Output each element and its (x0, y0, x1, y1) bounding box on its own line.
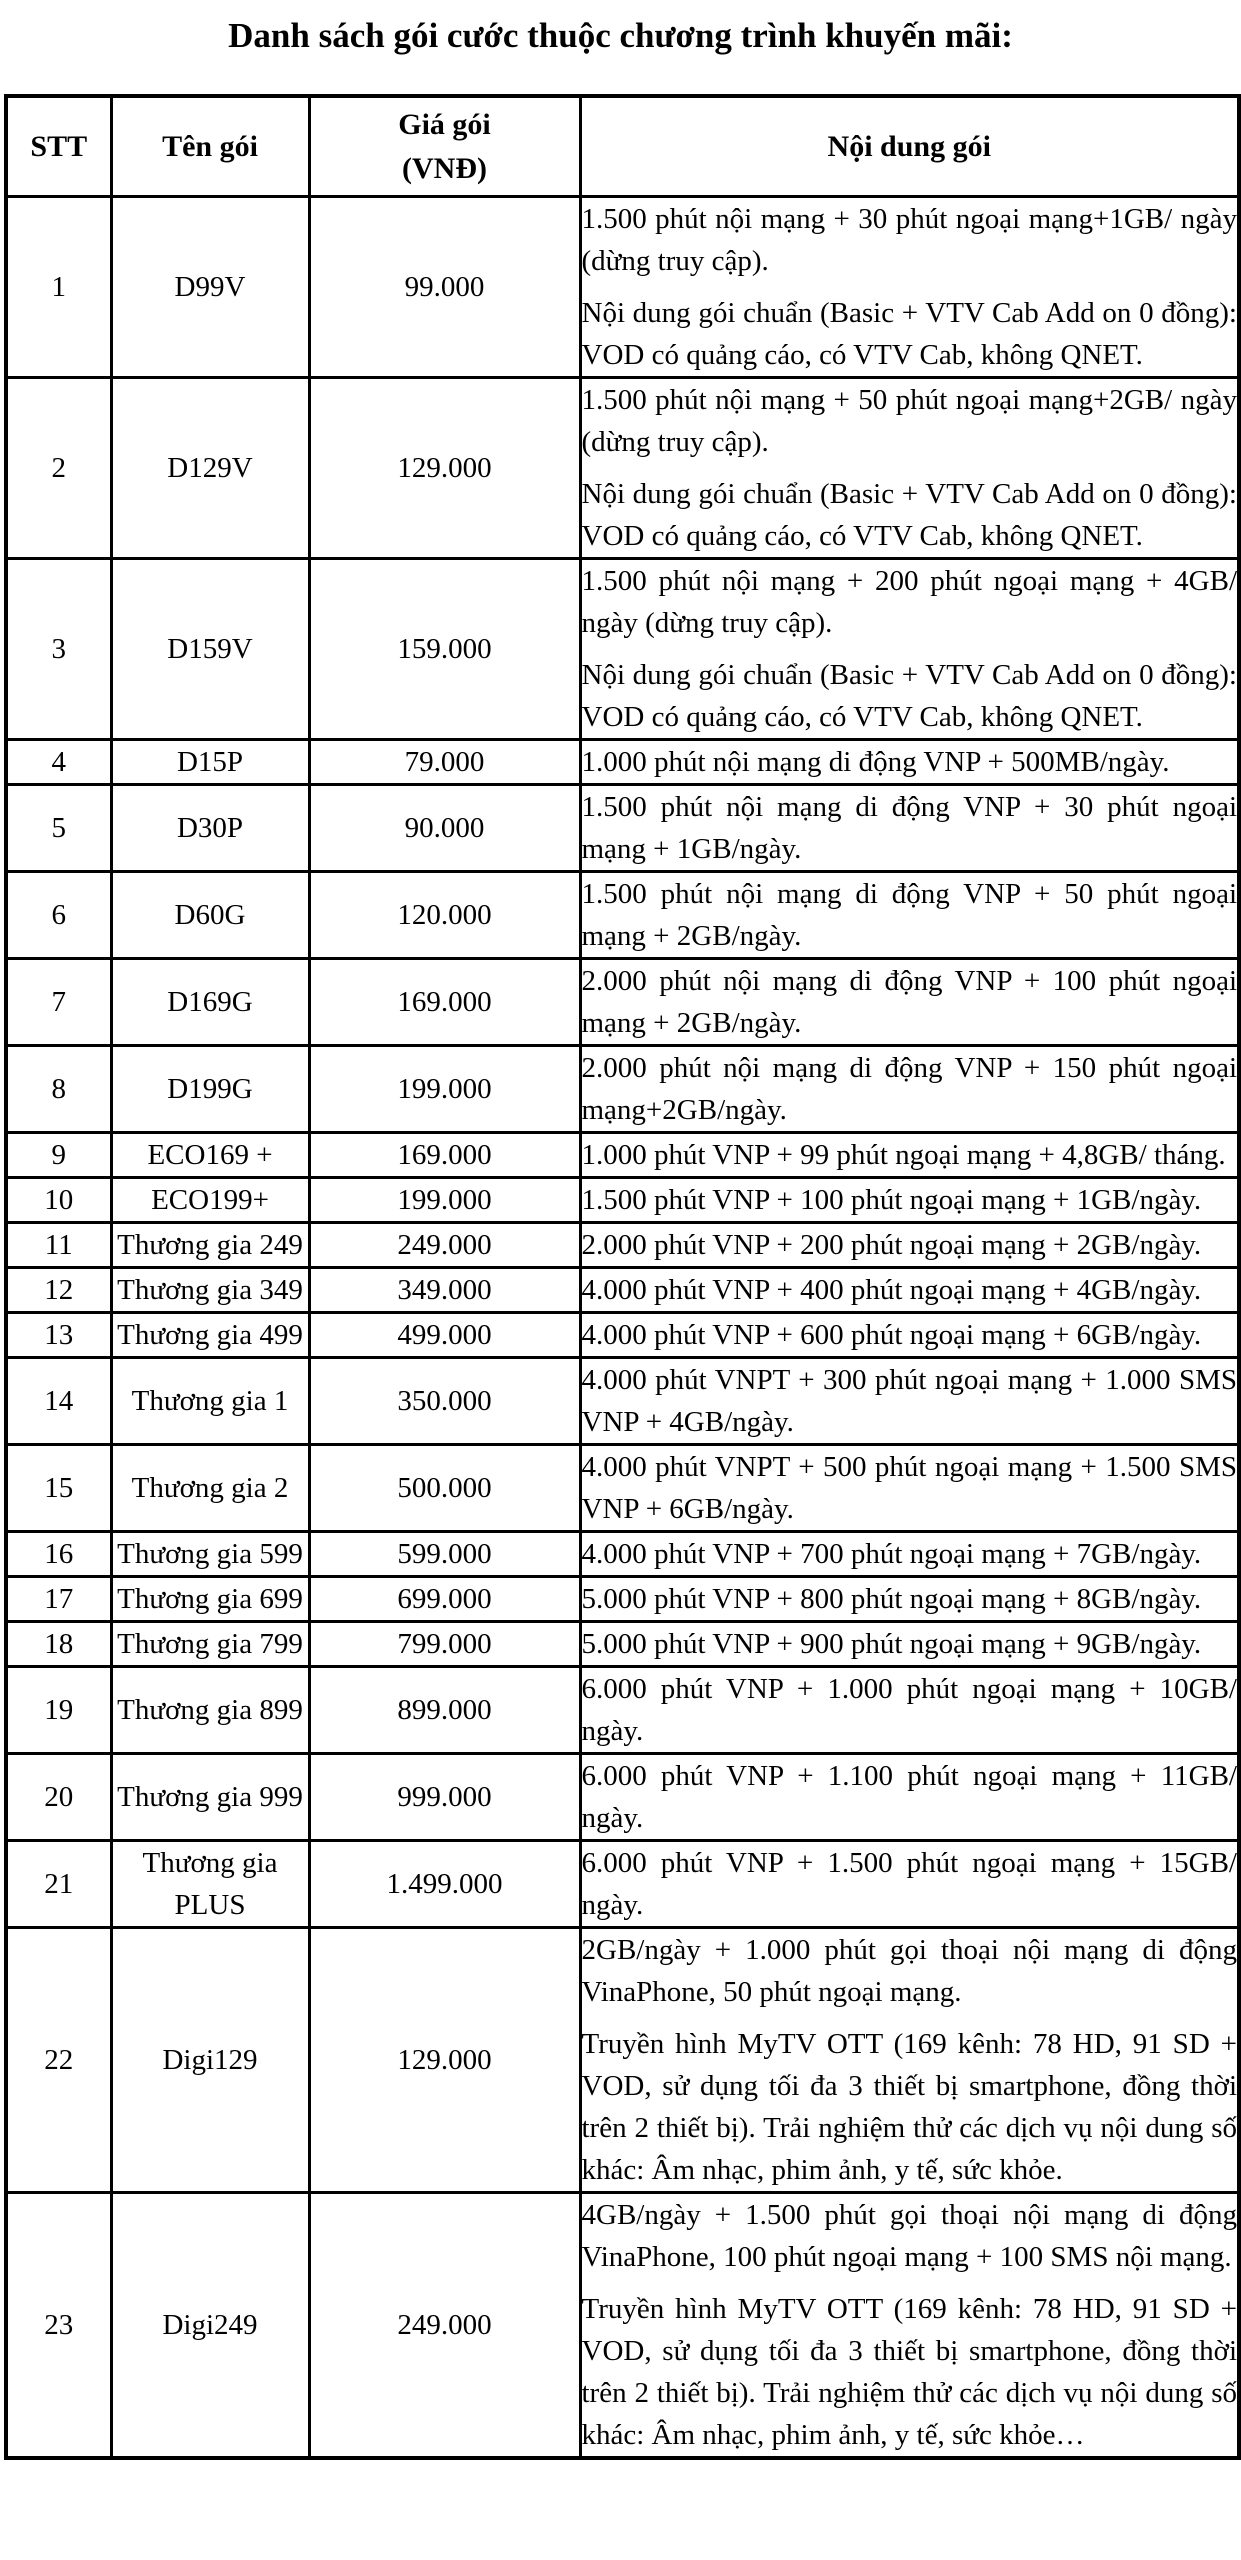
row-content (580, 1445, 1239, 1532)
row-content-paragraph: 4GB/ngày + 1.500 phút gọi thoại nội mạng di động VinaPhone, 100 phút ngoại mạng + 100 SMS nội mạng. (581, 2199, 1237, 2273)
row-price: 499.000 (309, 1313, 580, 1358)
row-content-paragraph: 6.000 phút VNP + 1.100 phút ngoại mạng + 11GB/ ngày. (581, 1760, 1237, 1834)
row-stt: 22 (6, 1928, 111, 2193)
row-stt: 14 (6, 1358, 111, 1445)
table-row (6, 1754, 1239, 1841)
row-package-name: Thương gia 999 (111, 1754, 309, 1841)
table-row (6, 1667, 1239, 1754)
row-price: 90.000 (309, 785, 580, 872)
row-package-name: D169G (111, 959, 309, 1046)
page-title: Danh sách gói cước thuộc chương trình khuyến mãi: (228, 16, 1013, 55)
row-content-paragraph: Nội dung gói chuẩn (Basic + VTV Cab Add on 0 đồng): VOD có quảng cáo, có VTV Cab, không QNET. (581, 297, 1237, 371)
row-price: 169.000 (309, 1133, 580, 1178)
row-package-name: Thương gia 899 (111, 1667, 309, 1754)
row-stt: 8 (6, 1046, 111, 1133)
row-stt: 5 (6, 785, 111, 872)
table-row (6, 1532, 1239, 1577)
row-content (580, 1223, 1239, 1268)
row-content-paragraph: 1.000 phút VNP + 99 phút ngoại mạng + 4,8GB/ tháng. (581, 1139, 1226, 1171)
row-content-paragraph: 2GB/ngày + 1.000 phút gọi thoại nội mạng di động VinaPhone, 50 phút ngoại mạng. (581, 1934, 1237, 2008)
row-package-name: Thương gia 349 (111, 1268, 309, 1313)
row-price: 129.000 (309, 1928, 580, 2193)
row-stt: 17 (6, 1577, 111, 1622)
row-price: 599.000 (309, 1532, 580, 1577)
row-stt: 1 (6, 197, 111, 378)
row-package-name: ECO169 + (111, 1133, 309, 1178)
row-content-paragraph: 2.000 phút nội mạng di động VNP + 100 phút ngoại mạng + 2GB/ngày. (581, 965, 1237, 1039)
row-content (580, 1358, 1239, 1445)
row-content (580, 559, 1239, 740)
row-content (580, 1046, 1239, 1133)
row-price: 249.000 (309, 2193, 580, 2459)
row-content-paragraph: Truyền hình MyTV OTT (169 kênh: 78 HD, 91 SD + VOD, sử dụng tối đa 3 thiết bị smartphone, đồng thời trên 2 thiết bị). Trải nghiệm thử các dịch vụ nội dung số khác: Âm nhạc, phim ảnh, y tế, sức khỏe… (581, 2293, 1237, 2451)
row-content (580, 1313, 1239, 1358)
table-row (6, 959, 1239, 1046)
row-package-name: Thương gia 249 (111, 1223, 309, 1268)
row-content (580, 1133, 1239, 1178)
row-stt: 12 (6, 1268, 111, 1313)
row-content (580, 2193, 1239, 2459)
row-stt: 9 (6, 1133, 111, 1178)
row-content-paragraph: 4.000 phút VNP + 700 phút ngoại mạng + 7GB/ngày. (581, 1538, 1202, 1570)
col-header-price (309, 96, 580, 197)
row-price: 350.000 (309, 1358, 580, 1445)
row-stt: 4 (6, 740, 111, 785)
table-row (6, 740, 1239, 785)
row-content (580, 197, 1239, 378)
row-content-paragraph: 4.000 phút VNPT + 300 phút ngoại mạng + 1.000 SMS VNP + 4GB/ngày. (581, 1364, 1237, 1438)
row-stt: 20 (6, 1754, 111, 1841)
table-row (6, 197, 1239, 378)
row-content-paragraph: 2.000 phút nội mạng di động VNP + 150 phút ngoại mạng+2GB/ngày. (581, 1052, 1237, 1126)
table-row (6, 1223, 1239, 1268)
row-content-paragraph: 4.000 phút VNPT + 500 phút ngoại mạng + 1.500 SMS VNP + 6GB/ngày. (581, 1451, 1237, 1525)
header-row (6, 96, 1239, 197)
row-content-paragraph: 4.000 phút VNP + 600 phút ngoại mạng + 6GB/ngày. (581, 1319, 1202, 1351)
row-content-paragraph: Nội dung gói chuẩn (Basic + VTV Cab Add on 0 đồng): VOD có quảng cáo, có VTV Cab, không QNET. (581, 478, 1237, 552)
row-price: 169.000 (309, 959, 580, 1046)
row-price: 899.000 (309, 1667, 580, 1754)
row-content-paragraph: 1.500 phút nội mạng + 30 phút ngoại mạng+1GB/ ngày (dừng truy cập). (581, 203, 1237, 277)
row-stt: 10 (6, 1178, 111, 1223)
col-header-content: Nội dung gói (580, 96, 1239, 197)
row-content-paragraph: 1.500 phút VNP + 100 phút ngoại mạng + 1GB/ngày. (581, 1184, 1202, 1216)
row-content (580, 785, 1239, 872)
table-row (6, 1358, 1239, 1445)
table-row (6, 2193, 1239, 2459)
row-content-paragraph: 4.000 phút VNP + 400 phút ngoại mạng + 4GB/ngày. (581, 1274, 1202, 1306)
row-price: 349.000 (309, 1268, 580, 1313)
package-table-rows (6, 197, 1239, 2459)
row-stt: 6 (6, 872, 111, 959)
row-price: 199.000 (309, 1046, 580, 1133)
col-header-price-line1: Giá gói (398, 108, 491, 141)
row-package-name: D99V (111, 197, 309, 378)
row-price: 699.000 (309, 1577, 580, 1622)
row-package-name: Thương gia 1 (111, 1358, 309, 1445)
table-row (6, 559, 1239, 740)
row-package-name: Thương gia 699 (111, 1577, 309, 1622)
row-content (580, 740, 1239, 785)
row-package-name: D30P (111, 785, 309, 872)
row-content (580, 1532, 1239, 1577)
row-package-name: Thương gia PLUS (111, 1841, 309, 1928)
row-package-name: D159V (111, 559, 309, 740)
row-package-name: Thương gia 599 (111, 1532, 309, 1577)
table-row (6, 1046, 1239, 1133)
table-header (6, 96, 1239, 197)
row-content (580, 1841, 1239, 1928)
row-content-paragraph: 1.000 phút nội mạng di động VNP + 500MB/ngày. (581, 746, 1170, 778)
row-content-paragraph: 5.000 phút VNP + 900 phút ngoại mạng + 9GB/ngày. (581, 1628, 1202, 1660)
row-content (580, 1178, 1239, 1223)
row-package-name: D129V (111, 378, 309, 559)
row-price: 1.499.000 (309, 1841, 580, 1928)
row-stt: 2 (6, 378, 111, 559)
row-price: 500.000 (309, 1445, 580, 1532)
row-package-name: Thương gia 799 (111, 1622, 309, 1667)
row-content-paragraph: 6.000 phút VNP + 1.500 phút ngoại mạng + 15GB/ ngày. (581, 1847, 1237, 1921)
row-package-name: D199G (111, 1046, 309, 1133)
row-stt: 13 (6, 1313, 111, 1358)
row-content-paragraph: 1.500 phút nội mạng di động VNP + 30 phút ngoại mạng + 1GB/ngày. (581, 791, 1237, 865)
row-stt: 19 (6, 1667, 111, 1754)
row-package-name: Thương gia 499 (111, 1313, 309, 1358)
row-content (580, 872, 1239, 959)
row-content-paragraph: 1.500 phút nội mạng + 200 phút ngoại mạng + 4GB/ ngày (dừng truy cập). (581, 565, 1237, 639)
table-row (6, 1622, 1239, 1667)
package-table (4, 94, 1241, 2460)
row-content-paragraph: 1.500 phút nội mạng + 50 phút ngoại mạng+2GB/ ngày (dừng truy cập). (581, 384, 1237, 458)
row-content (580, 959, 1239, 1046)
row-stt: 21 (6, 1841, 111, 1928)
row-price: 159.000 (309, 559, 580, 740)
row-content (580, 1268, 1239, 1313)
table-row (6, 1268, 1239, 1313)
row-stt: 23 (6, 2193, 111, 2459)
row-package-name: Digi129 (111, 1928, 309, 2193)
row-stt: 18 (6, 1622, 111, 1667)
row-stt: 11 (6, 1223, 111, 1268)
table-row (6, 1928, 1239, 2193)
row-price: 199.000 (309, 1178, 580, 1223)
row-content (580, 1622, 1239, 1667)
col-header-price-line2: (VNĐ) (402, 151, 487, 185)
row-price: 99.000 (309, 197, 580, 378)
table-row (6, 1445, 1239, 1532)
row-price: 120.000 (309, 872, 580, 959)
row-content-paragraph: 1.500 phút nội mạng di động VNP + 50 phút ngoại mạng + 2GB/ngày. (581, 878, 1237, 952)
row-package-name: D15P (111, 740, 309, 785)
row-price: 129.000 (309, 378, 580, 559)
row-content (580, 1667, 1239, 1754)
row-price: 799.000 (309, 1622, 580, 1667)
row-stt: 16 (6, 1532, 111, 1577)
row-stt: 3 (6, 559, 111, 740)
col-header-stt: STT (6, 96, 111, 197)
row-content (580, 1577, 1239, 1622)
row-price: 999.000 (309, 1754, 580, 1841)
row-content-paragraph: 2.000 phút VNP + 200 phút ngoại mạng + 2GB/ngày. (581, 1229, 1202, 1261)
row-stt: 15 (6, 1445, 111, 1532)
row-content-paragraph: Nội dung gói chuẩn (Basic + VTV Cab Add on 0 đồng): VOD có quảng cáo, có VTV Cab, không QNET. (581, 659, 1237, 733)
table-row (6, 1577, 1239, 1622)
row-content (580, 1754, 1239, 1841)
table-row (6, 785, 1239, 872)
table-row (6, 1133, 1239, 1178)
table-row (6, 1178, 1239, 1223)
row-content-paragraph: 5.000 phút VNP + 800 phút ngoại mạng + 8GB/ngày. (581, 1583, 1202, 1615)
row-price: 79.000 (309, 740, 580, 785)
row-package-name: ECO199+ (111, 1178, 309, 1223)
table-row (6, 872, 1239, 959)
row-package-name: D60G (111, 872, 309, 959)
row-package-name: Digi249 (111, 2193, 309, 2459)
row-content (580, 378, 1239, 559)
row-content-paragraph: 6.000 phút VNP + 1.000 phút ngoại mạng + 10GB/ ngày. (581, 1673, 1237, 1747)
table-row (6, 1841, 1239, 1928)
row-content (580, 1928, 1239, 2193)
table-row (6, 1313, 1239, 1358)
row-content-paragraph: Truyền hình MyTV OTT (169 kênh: 78 HD, 91 SD + VOD, sử dụng tối đa 3 thiết bị smartphone, đồng thời trên 2 thiết bị). Trải nghiệm thử các dịch vụ nội dung số khác: Âm nhạc, phim ảnh, y tế, sức khỏe. (581, 2028, 1237, 2186)
table-row (6, 378, 1239, 559)
row-package-name: Thương gia 2 (111, 1445, 309, 1532)
row-price: 249.000 (309, 1223, 580, 1268)
row-stt: 7 (6, 959, 111, 1046)
col-header-name: Tên gói (111, 96, 309, 197)
